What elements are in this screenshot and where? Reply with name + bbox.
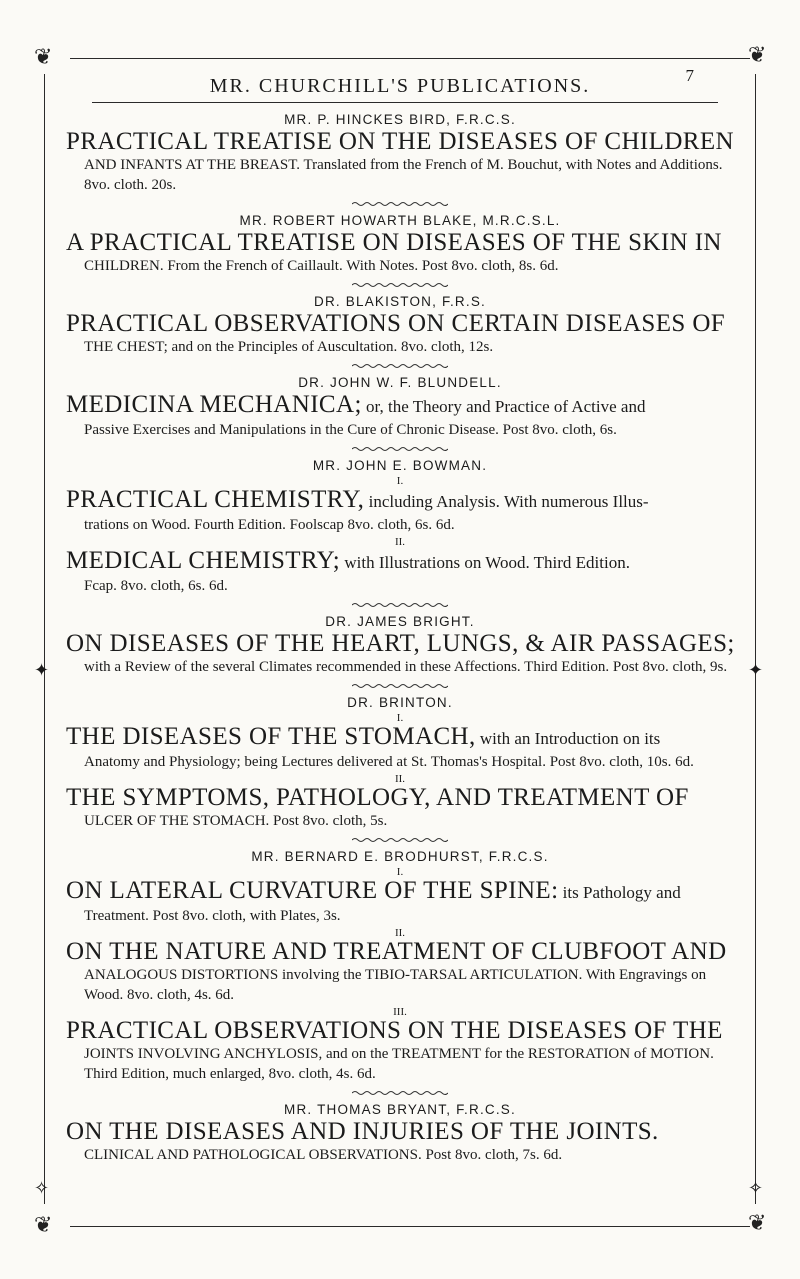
divider-squiggle xyxy=(352,446,448,452)
divider-squiggle xyxy=(352,602,448,608)
entry-brinton xyxy=(66,695,734,843)
work-title: MEDICAL CHEMISTRY; with Illustrations on Wood. Third Edition. xyxy=(66,547,630,574)
work-description: JOINTS INVOLVING ANCHYLOSIS, and on the TREATMENT for the RESTORATION of MOTION. Third Edition, much enlarged, 8vo. cloth, 4s. 6d. xyxy=(84,1046,714,1082)
work-title: ON THE DISEASES AND INJURIES OF THE JOINTS. xyxy=(66,1118,659,1145)
running-head: MR. CHURCHILL'S PUBLICATIONS. xyxy=(209,75,591,97)
right-border xyxy=(755,74,756,1204)
work-description: Passive Exercises and Manipulations in the Cure of Chronic Disease. Post 8vo. cloth, 6s. xyxy=(84,422,617,438)
bottom-rule xyxy=(70,1226,750,1227)
work-title: MEDICINA MECHANICA; or, the Theory and Practice of Active and xyxy=(66,391,646,418)
work-description: ULCER OF THE STOMACH. Post 8vo. cloth, 5s. xyxy=(84,813,388,829)
entry-blundell xyxy=(66,375,734,452)
author-name: MR. ROBERT HOWARTH BLAKE, M.R.C.S.L. xyxy=(239,213,561,228)
work-title-continuation: with an Introduction on its xyxy=(475,729,661,748)
entry-bryant xyxy=(66,1102,734,1165)
work-description: with a Review of the several Climates recommended in these Affections. Third Edition. Post 8vo. cloth, 9s. xyxy=(84,659,728,675)
left-lower-ornament: ✧ xyxy=(34,1178,50,1198)
work-description: Anatomy and Physiology; being Lectures delivered at St. Thomas's Hospital. Post 8vo. cloth, 10s. 6d. xyxy=(84,754,694,770)
entry-blakiston xyxy=(66,294,734,369)
work-title: THE DISEASES OF THE STOMACH, with an Introduction on its xyxy=(66,723,661,750)
head-rule xyxy=(92,102,718,103)
work-title: PRACTICAL OBSERVATIONS ON THE DISEASES OF THE xyxy=(66,1017,723,1044)
work-title: PRACTICAL TREATISE ON THE DISEASES OF CHILDREN xyxy=(66,128,734,155)
entry-blake xyxy=(66,213,734,288)
work-title-continuation: its Pathology and xyxy=(558,883,681,902)
work-description: CHILDREN. From the French of Caillault. With Notes. Post 8vo. cloth, 8s. 6d. xyxy=(84,258,559,274)
author-name: DR. JAMES BRIGHT. xyxy=(325,614,475,629)
page-number: 7 xyxy=(685,66,694,85)
work-title: PRACTICAL OBSERVATIONS ON CERTAIN DISEASES OF xyxy=(66,310,726,337)
author-name: MR. BERNARD E. BRODHURST, F.R.C.S. xyxy=(251,849,549,864)
work-numeral: II. xyxy=(394,773,406,785)
author-name: MR. THOMAS BRYANT, F.R.C.S. xyxy=(284,1102,516,1117)
work-description: Fcap. 8vo. cloth, 6s. 6d. xyxy=(84,578,228,594)
author-name: MR. JOHN E. BOWMAN. xyxy=(312,458,488,473)
work-title: THE SYMPTOMS, PATHOLOGY, AND TREATMENT OF xyxy=(66,784,689,811)
entry-bird xyxy=(66,112,734,207)
divider-squiggle xyxy=(352,837,448,843)
work-title: PRACTICAL CHEMISTRY, including Analysis. With numerous Illus- xyxy=(66,486,649,513)
entry-brodhurst xyxy=(66,849,734,1096)
author-name: DR. BLAKISTON, F.R.S. xyxy=(314,294,486,309)
author-name: MR. P. HINCKES BIRD, F.R.C.S. xyxy=(284,112,516,127)
divider-squiggle xyxy=(352,1090,448,1096)
work-description: CLINICAL AND PATHOLOGICAL OBSERVATIONS. Post 8vo. cloth, 7s. 6d. xyxy=(84,1147,563,1163)
top-right-ornament: ❦ xyxy=(748,42,767,67)
divider-squiggle xyxy=(352,282,448,288)
entry-bright xyxy=(66,614,734,689)
right-lower-ornament: ✧ xyxy=(748,1178,764,1198)
author-name: DR. JOHN W. F. BLUNDELL. xyxy=(298,375,502,390)
author-name: DR. BRINTON. xyxy=(347,695,453,710)
work-description: Treatment. Post 8vo. cloth, with Plates, 3s. xyxy=(84,908,341,924)
catalogue-entries xyxy=(66,112,734,1169)
work-numeral: II. xyxy=(394,536,406,548)
divider-squiggle xyxy=(352,363,448,369)
bottom-right-ornament: ❦ xyxy=(748,1210,767,1235)
work-numeral: I. xyxy=(396,712,404,724)
work-title-continuation: or, the Theory and Practice of Active and xyxy=(361,397,646,416)
work-title: ON THE NATURE AND TREATMENT OF CLUBFOOT AND xyxy=(66,938,727,965)
work-title: ON LATERAL CURVATURE OF THE SPINE: its Pathology and xyxy=(66,877,681,904)
left-side-ornament: ✦ xyxy=(34,660,50,680)
work-title-continuation: with Illustrations on Wood. Third Edition. xyxy=(340,553,630,572)
work-description: ANALOGOUS DISTORTIONS involving the TIBIO-TARSAL ARTICULATION. With Engravings on Wood. 8vo. cloth, 4s. 6d. xyxy=(84,967,707,1003)
divider-squiggle xyxy=(352,201,448,207)
entry-bowman xyxy=(66,458,734,608)
work-title: ON DISEASES OF THE HEART, LUNGS, & AIR PASSAGES; xyxy=(66,630,735,657)
work-title: A PRACTICAL TREATISE ON DISEASES OF THE SKIN IN xyxy=(66,229,722,256)
work-description: THE CHEST; and on the Principles of Auscultation. 8vo. cloth, 12s. xyxy=(84,339,494,355)
work-description: AND INFANTS AT THE BREAST. Translated from the French of M. Bouchut, with Notes and Additions. 8vo. cloth. 20s. xyxy=(84,157,723,193)
bottom-left-ornament: ❦ xyxy=(34,1212,53,1237)
work-numeral: II. xyxy=(394,927,406,939)
right-side-ornament: ✦ xyxy=(748,660,764,680)
left-border xyxy=(44,74,45,1204)
work-numeral: III. xyxy=(393,1006,407,1018)
work-title-continuation: including Analysis. With numerous Illus- xyxy=(364,492,649,511)
top-left-ornament: ❦ xyxy=(34,44,53,69)
top-rule xyxy=(70,58,750,59)
work-numeral: I. xyxy=(396,475,404,487)
work-description: trations on Wood. Fourth Edition. Foolscap 8vo. cloth, 6s. 6d. xyxy=(84,517,455,533)
divider-squiggle xyxy=(352,683,448,689)
work-numeral: I. xyxy=(396,866,404,878)
